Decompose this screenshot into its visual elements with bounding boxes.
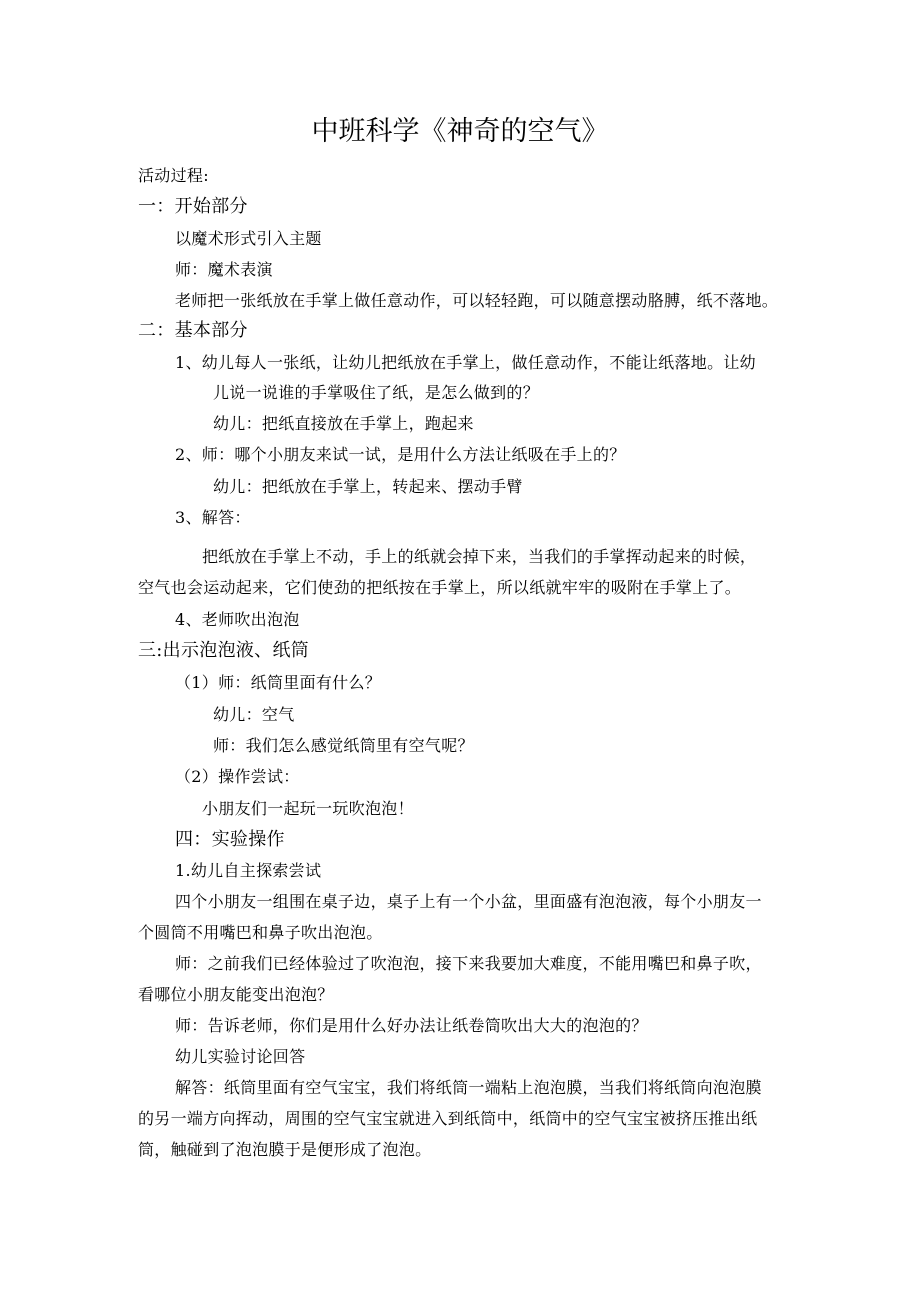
paragraph-line: 3、解答： xyxy=(175,508,251,527)
paragraph-line: 1.幼儿自主探索尝试 xyxy=(175,861,322,880)
paragraph-line: 师：之前我们已经体验过了吹泡泡，接下来我要加大难度，不能用嘴巴和鼻子吹， xyxy=(175,954,762,973)
section-2-heading: 二：基本部分 xyxy=(138,320,248,341)
activity-process-label: 活动过程: xyxy=(138,166,209,185)
paragraph-line: 幼儿：把纸放在手掌上，转起来、摆动手臂 xyxy=(213,477,523,496)
paragraph-line: 2、师：哪个小朋友来试一试，是用什么方法让纸吸在手上的？ xyxy=(175,445,626,464)
section-4-heading: 四：实验操作 xyxy=(175,829,285,850)
paragraph-line: 空气也会运动起来，它们使劲的把纸按在手掌上，所以纸就牢牢的吸附在手掌上了。 xyxy=(138,578,742,597)
paragraph-line: 以魔术形式引入主题 xyxy=(175,229,322,248)
section-1-heading: 一：开始部分 xyxy=(138,196,248,217)
paragraph-line: 幼儿实验讨论回答 xyxy=(175,1047,306,1066)
paragraph-line: 1、幼儿每人一张纸，让幼儿把纸放在手掌上，做任意动作，不能让纸落地。让幼 xyxy=(175,353,756,372)
paragraph-line: 幼儿：空气 xyxy=(213,705,295,724)
page-title: 中班科学《神奇的空气》 xyxy=(311,116,609,147)
paragraph-line: 小朋友们一起玩一玩吹泡泡！ xyxy=(202,799,414,818)
paragraph-line: 个圆筒不用嘴巴和鼻子吹出泡泡。 xyxy=(138,923,383,942)
paragraph-line: 的另一端方向挥动，周围的空气宝宝就进入到纸筒中，纸筒中的空气宝宝被挤压推出纸 xyxy=(138,1109,758,1128)
paragraph-line: 师：我们怎么感觉纸筒里有空气呢？ xyxy=(213,736,474,755)
paragraph-line: 看哪位小朋友能变出泡泡？ xyxy=(138,985,334,1004)
paragraph-line: 儿说一说谁的手掌吸住了纸，是怎么做到的？ xyxy=(213,383,540,402)
paragraph-line: 把纸放在手掌上不动，手上的纸就会掉下来，当我们的手掌挥动起来的时候， xyxy=(202,547,757,566)
paragraph-line: （1）师：纸筒里面有什么？ xyxy=(175,673,382,692)
paragraph-line: 师：告诉老师，你们是用什么好办法让纸卷筒吹出大大的泡泡的？ xyxy=(175,1016,648,1035)
paragraph-line: 幼儿：把纸直接放在手掌上，跑起来 xyxy=(213,414,474,433)
section-3-heading: 三:出示泡泡液、纸筒 xyxy=(138,640,310,661)
paragraph-line: 筒，触碰到了泡泡膜于是便形成了泡泡。 xyxy=(138,1140,432,1159)
paragraph-line: （2）操作尝试： xyxy=(175,767,300,786)
paragraph-line: 解答：纸筒里面有空气宝宝，我们将纸筒一端粘上泡泡膜，当我们将纸筒向泡泡膜 xyxy=(175,1078,762,1097)
paragraph-line: 4、老师吹出泡泡 xyxy=(175,610,300,629)
paragraph-line: 师：魔术表演 xyxy=(175,260,273,279)
paragraph-line: 四个小朋友一组围在桌子边，桌子上有一个小盆，里面盛有泡泡液，每个小朋友一 xyxy=(175,892,762,911)
paragraph-line: 老师把一张纸放在手掌上做任意动作，可以轻轻跑，可以随意摆动胳膊，纸不落地。 xyxy=(175,291,779,310)
